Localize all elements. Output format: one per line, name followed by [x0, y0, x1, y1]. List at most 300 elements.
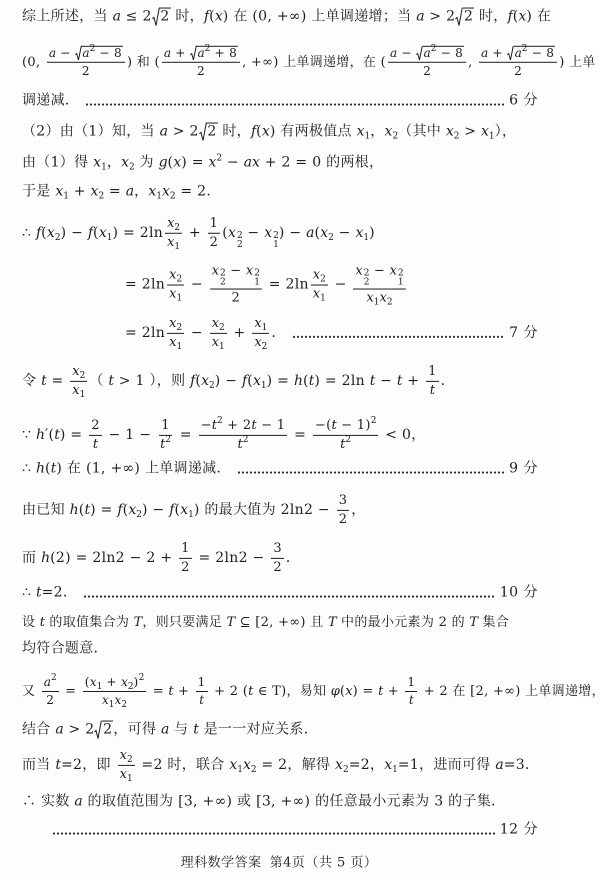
fraction [70, 364, 87, 398]
subscript: 1 [108, 699, 115, 710]
math-variable: x [335, 757, 343, 773]
math-variable: ax [243, 154, 260, 171]
fraction [179, 541, 192, 575]
fraction-denominator [271, 559, 284, 576]
math-variable: t [92, 436, 99, 452]
fraction-denominator [337, 511, 350, 528]
text-run: ∴ 实数 [22, 793, 75, 810]
math-variable: x [312, 267, 321, 283]
text-run: 时， [474, 8, 508, 25]
text-run: 与 [169, 721, 194, 738]
math-variable: x [208, 154, 217, 171]
subscript: 2 [342, 765, 349, 776]
math-variable: x [518, 8, 527, 25]
math-variable: t [308, 373, 315, 389]
text-run: > 2 [63, 721, 95, 738]
superscript: 2 [363, 268, 370, 279]
superscript: 2 [273, 231, 279, 242]
square-root [152, 8, 171, 27]
fraction [167, 316, 184, 350]
answer-line [125, 264, 408, 307]
superscript: 2 [430, 43, 437, 54]
fraction [196, 675, 208, 707]
fraction-denominator [44, 692, 56, 708]
math-variable: a [43, 675, 51, 689]
text-run: 2 [231, 290, 241, 306]
text-run: ∴ [22, 224, 36, 241]
fraction-numerator [162, 43, 240, 63]
text-run: ( [256, 123, 262, 140]
text-run: 集合 [478, 615, 510, 631]
text-run: ( [84, 675, 90, 689]
text-run: ) − [141, 502, 170, 518]
superscript: 2 [217, 416, 223, 427]
answer-line-scored [22, 92, 538, 111]
fraction-denominator [197, 692, 206, 708]
fraction [89, 418, 102, 452]
math-variable: f [190, 373, 196, 389]
score-mark: 9 分 [509, 460, 538, 477]
answer-line [22, 493, 366, 527]
text-run: + [171, 45, 190, 60]
text-run: 2 [46, 692, 55, 707]
text-run: 而当 [22, 757, 56, 773]
math-variable: t [55, 757, 61, 773]
text-run: ( [167, 154, 174, 171]
math-variable: a [416, 8, 425, 25]
text-run: 时， [170, 8, 204, 25]
text-run: > 2 [167, 123, 199, 140]
math-variable: x [445, 123, 454, 140]
math-variable: x [345, 683, 353, 699]
text-run: + [488, 45, 507, 60]
text-run: ) − [278, 224, 307, 241]
text-run: , +∞) 上单调递增，在 ( [242, 54, 386, 70]
fraction-denominator [100, 692, 129, 708]
math-variable: x [355, 224, 364, 241]
text-run: ( [512, 8, 519, 25]
subscript: 1 [260, 381, 267, 392]
text-run: − [242, 224, 265, 241]
math-variable: x [128, 502, 137, 518]
subscript: 1 [188, 510, 194, 521]
text-run: + [173, 683, 194, 699]
math-variable: h [41, 550, 51, 566]
line-content [22, 155, 383, 171]
fraction-denominator [311, 285, 328, 302]
text-run: ′( [45, 427, 55, 443]
text-run: 2 [463, 8, 474, 25]
subscript: 1 [273, 240, 279, 251]
fraction [210, 264, 262, 307]
fraction-denominator [80, 63, 92, 79]
text-run: ⊆ [2, +∞) 且 [235, 615, 328, 631]
radicand [196, 43, 238, 61]
fraction [337, 493, 350, 527]
math-variable: t [84, 502, 91, 518]
page-number: 第4页（共 5 页） [269, 855, 378, 871]
text-run: ( [174, 502, 181, 518]
text-run: = 2ln [125, 325, 166, 341]
text-run: ( [339, 683, 346, 699]
math-variable: t [408, 692, 414, 707]
math-variable: f [35, 224, 42, 241]
subscript: 2 [250, 765, 257, 776]
text-run: 2 [196, 63, 205, 78]
square-root [75, 43, 123, 61]
text-run: + 2 ( [209, 683, 249, 699]
fraction-numerator [89, 418, 102, 436]
text-run: ( [222, 224, 229, 241]
text-run: = 2ln [125, 276, 166, 293]
text-run: 时， [217, 123, 251, 140]
math-variable: x [312, 286, 321, 302]
text-run: + [228, 325, 251, 341]
text-run: ，可得 [113, 721, 162, 738]
text-run: 均符合题意． [22, 640, 108, 657]
math-variable: a [55, 721, 64, 738]
text-run: − [329, 276, 352, 293]
subscript: 1 [156, 191, 163, 202]
text-run: > 2 [424, 8, 456, 25]
math-variable: x [55, 183, 64, 200]
score-mark: 7 分 [509, 324, 538, 341]
text-run: =2 时，联合 [136, 757, 230, 773]
text-run: − 8 [527, 45, 555, 60]
answer-line [22, 541, 300, 575]
dot-leader [52, 832, 495, 836]
text-run: ）， [494, 123, 517, 140]
square-root [507, 43, 555, 61]
fraction-denominator [118, 766, 135, 783]
text-run: 于是 [22, 183, 56, 200]
math-variable: x [214, 8, 223, 25]
math-variable: x [320, 224, 329, 241]
radical-sign-icon [416, 46, 423, 61]
math-variable: f [87, 224, 94, 241]
radical-sign-icon [190, 46, 197, 61]
text-run: + 2 = 0 的两根， [259, 154, 384, 171]
fraction-numerator [70, 364, 87, 382]
text-run: − [333, 224, 356, 241]
math-variable: x [169, 286, 177, 302]
math-variable: a [74, 793, 83, 810]
text-run: ( [78, 502, 85, 518]
text-run: − [375, 373, 397, 389]
text-run: =1，进而可得 [397, 757, 496, 773]
text-run: − 8 [95, 45, 122, 60]
fraction [167, 268, 184, 302]
text-run: = 2，解得 [256, 757, 336, 773]
fraction-denominator [235, 436, 250, 453]
subscript: 1 [101, 162, 107, 173]
radicand [159, 8, 170, 25]
math-variable: x [98, 224, 107, 241]
fraction-numerator [313, 418, 379, 436]
math-variable: a [423, 45, 431, 60]
math-variable: h [35, 427, 45, 443]
answer-line [22, 418, 426, 452]
math-variable: x [228, 224, 236, 241]
answer-line [22, 793, 505, 812]
text-run: + 8 [210, 45, 238, 60]
radicand [81, 43, 123, 61]
subscript: 2 [54, 233, 61, 244]
fraction-denominator [158, 436, 173, 453]
math-variable: x [481, 123, 489, 140]
math-variable: t [369, 373, 376, 389]
text-run: − 8 [436, 45, 464, 60]
text-run: ∵ [22, 427, 36, 443]
text-run: + 2 [222, 417, 252, 433]
text-run: 2 [160, 8, 170, 25]
text-run: ) [369, 224, 375, 241]
fraction-denominator [428, 382, 437, 399]
text-run: 1 [181, 540, 190, 556]
math-variable: h [35, 460, 45, 477]
line-content [22, 794, 505, 810]
line-content [22, 722, 318, 738]
math-variable: T [226, 615, 236, 631]
math-variable: a [495, 757, 504, 773]
text-run: 调递减． [22, 92, 80, 109]
math-variable: x [180, 502, 189, 518]
text-run: ( [41, 224, 47, 241]
subscript: 1 [488, 131, 495, 142]
text-run: ． [285, 550, 301, 566]
text-run: 设 [22, 615, 40, 631]
subscript: 1 [126, 773, 133, 784]
text-run: ， [106, 154, 122, 171]
math-variable: t [237, 436, 243, 452]
superscript: 2 [89, 43, 96, 54]
fraction [426, 364, 439, 398]
math-variable: x [148, 183, 157, 200]
subscript: 1 [320, 293, 326, 304]
square-root [416, 43, 464, 61]
text-run: − [397, 45, 416, 60]
math-variable: t [54, 427, 60, 443]
text-run: 1 [407, 675, 416, 689]
subscript: 1 [254, 277, 260, 288]
math-variable: h [69, 502, 79, 518]
math-variable: a [389, 45, 398, 60]
fraction [165, 216, 182, 250]
fraction-numerator [199, 418, 288, 436]
fraction-denominator [179, 559, 192, 576]
text-run: 2 [91, 417, 100, 433]
text-run: ． [440, 373, 455, 389]
text-run: 2 [81, 63, 90, 78]
text-run: 结合 [22, 721, 56, 738]
math-variable: t [340, 436, 346, 452]
answer-line [22, 748, 538, 782]
subscript: 2 [174, 222, 181, 233]
fraction-denominator [208, 233, 221, 250]
math-variable: t [108, 373, 115, 389]
text-run: ( [302, 373, 309, 389]
subscript: 2 [386, 298, 393, 309]
subscript: 2 [453, 131, 460, 142]
superscript: 2 [220, 268, 226, 279]
answer-line-scored [22, 460, 538, 479]
math-variable: t [39, 615, 45, 631]
line-content [22, 492, 366, 527]
superscript: 2 [521, 43, 528, 54]
superscript: 2 [242, 434, 249, 445]
math-variable: T [133, 615, 143, 631]
math-variable: x [119, 766, 127, 782]
fraction [118, 748, 135, 782]
math-variable: x [366, 290, 374, 306]
fraction-numerator [388, 43, 466, 63]
text-run: = 2ln2 − [193, 550, 270, 566]
radical-sign-icon [507, 46, 514, 61]
dot-leader [83, 595, 495, 599]
fraction-numerator [208, 216, 221, 234]
text-run: ≤ 2 [120, 8, 152, 25]
subscript: 1 [219, 341, 225, 352]
radical-sign-icon [94, 721, 102, 740]
answer-line-scored [22, 821, 538, 840]
text-run: ( [247, 373, 253, 389]
text-run: 2 [181, 559, 190, 575]
text-run: ) 的最大值为 2ln2 − [193, 502, 335, 518]
square-root [190, 43, 238, 61]
subscript: 2 [129, 162, 135, 173]
text-run: (0, [22, 54, 45, 70]
text-run: ， [370, 123, 385, 140]
line-content [22, 416, 426, 452]
math-variable: x [46, 224, 55, 241]
fraction [252, 316, 269, 350]
line-content [22, 43, 596, 78]
subscript: 2 [136, 510, 142, 521]
text-run: = [104, 183, 126, 200]
superscript: 2 [236, 231, 243, 242]
fraction-numerator [165, 216, 182, 234]
math-variable: a [481, 45, 489, 60]
radical-sign-icon [152, 8, 160, 27]
text-run: ) = 2ln [314, 373, 370, 389]
text-run: 由（1）得 [22, 154, 94, 171]
text-run: ， [134, 183, 149, 200]
text-run: 2 [514, 63, 523, 78]
fraction-denominator [165, 233, 182, 250]
text-run: 1 [197, 675, 206, 689]
math-variable: x [114, 692, 122, 707]
text-run: > [459, 123, 481, 140]
math-variable: x [261, 123, 270, 140]
math-variable: a [159, 123, 168, 140]
text-run: ) = [266, 373, 294, 389]
math-variable: x [167, 215, 175, 231]
radicand [514, 43, 556, 61]
superscript: 2 [204, 43, 211, 54]
text-run: ) 有两极值点 [269, 123, 357, 140]
subscript: 1 [373, 298, 380, 309]
fraction-numerator [353, 264, 405, 290]
math-variable: x [201, 373, 210, 389]
text-run: =2． [41, 584, 78, 601]
text-run: = [289, 427, 311, 443]
math-variable: x [119, 747, 127, 763]
subscript: 2 [219, 323, 225, 334]
text-run: =2， [348, 757, 385, 773]
answer-line [22, 123, 516, 142]
fraction-numerator [159, 418, 172, 436]
line-content [125, 316, 286, 350]
math-variable: x [90, 183, 99, 200]
radical-sign-icon [455, 8, 463, 27]
math-variable: g [158, 154, 168, 171]
fraction [158, 418, 173, 452]
dot-leader [292, 335, 504, 339]
math-variable: f [242, 373, 248, 389]
math-variable: t [378, 683, 384, 699]
fraction [210, 316, 227, 350]
math-variable: x [173, 154, 182, 171]
text-run: − [369, 263, 390, 279]
math-variable: x [169, 267, 177, 283]
superscript: 2 [165, 434, 172, 445]
fraction [47, 43, 125, 78]
answer-line [22, 673, 605, 710]
math-variable: f [250, 123, 257, 140]
text-run: − [186, 276, 208, 293]
math-variable: t [199, 692, 205, 707]
fraction-numerator [83, 675, 147, 692]
fraction-denominator [210, 334, 227, 351]
superscript: 2 [216, 153, 223, 164]
subscript: 1 [96, 682, 103, 693]
subscript: 1 [106, 233, 113, 244]
fraction-numerator [311, 268, 328, 286]
math-variable: t [396, 373, 403, 389]
fraction-denominator [512, 63, 524, 79]
math-variable: a [125, 183, 135, 200]
text-run: 3 [273, 540, 282, 556]
text-run: = [148, 683, 169, 699]
math-variable: x [264, 224, 273, 241]
line-content [22, 747, 540, 784]
text-run: = [60, 683, 81, 699]
text-run: = [46, 373, 69, 389]
text-run: 而 [22, 550, 42, 566]
text-run: ， [351, 502, 366, 518]
text-run: −( [314, 417, 332, 433]
math-variable: t [35, 584, 42, 601]
text-run: ( [45, 460, 51, 477]
text-run: = 2ln [263, 276, 309, 293]
text-run: ) 和 ( [126, 54, 160, 70]
text-run: 中的最小元素为 2 的 [336, 615, 470, 631]
subscript: 2 [121, 699, 128, 710]
square-root [94, 721, 113, 740]
square-root [199, 123, 218, 142]
math-variable: a [82, 45, 90, 60]
math-variable: x [384, 123, 393, 140]
fraction-numerator [167, 316, 184, 334]
text-run: ( [314, 224, 321, 241]
subscript: 1 [363, 233, 370, 244]
text-run: ) = [59, 427, 88, 443]
dot-leader [85, 103, 504, 107]
fraction-numerator [47, 43, 125, 63]
subscript: 1 [176, 293, 183, 304]
line-content [22, 673, 605, 710]
answer-line [22, 364, 455, 398]
